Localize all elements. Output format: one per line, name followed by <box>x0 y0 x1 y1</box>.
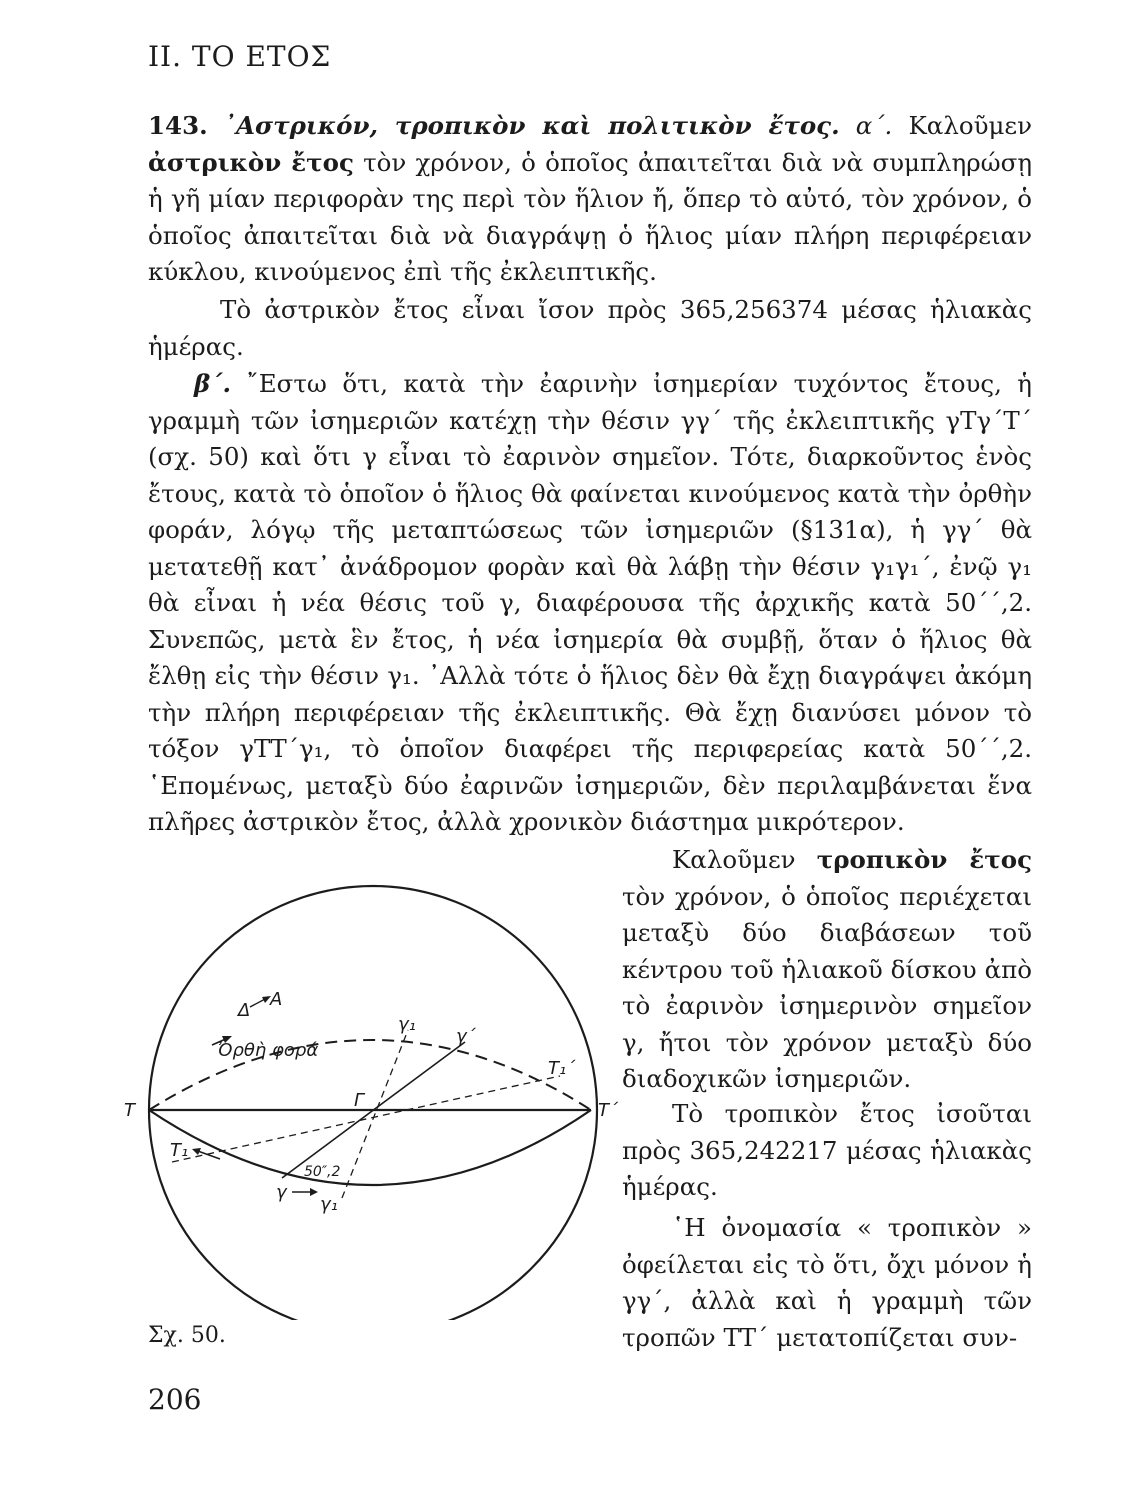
label-alpha: Α <box>270 989 283 1010</box>
label-orthi-fora: Ὀρθὴ φορά <box>218 1040 319 1061</box>
p4-start: Καλοῦμεν <box>672 845 796 874</box>
new-solstice-line <box>172 1076 560 1162</box>
label-gamma1: γ₁ <box>320 1194 338 1215</box>
label-delta: Δ <box>238 1000 251 1021</box>
term-tropical-year: τροπικὸν ἔτος <box>816 845 1032 874</box>
part-a-label: α΄. <box>855 111 893 140</box>
ecliptic-diagram <box>120 880 640 1320</box>
new-equinox-line <box>342 1030 408 1198</box>
label-gamma: γ <box>276 1182 287 1203</box>
paragraph-tropical-length: Τὸ τροπικὸν ἔτος ἰσοῦται πρὸς 365,242217 μέσας ἡλιακὰς ἡμέρας. <box>622 1099 1032 1201</box>
celestial-sphere <box>149 886 597 1320</box>
gamma-shift-arrowhead <box>310 1188 318 1196</box>
section-heading: ᾿Αστρικόν, τροπικὸν καὶ πολιτικὸν ἔτος. <box>223 111 840 140</box>
ecliptic-front-arc <box>149 1110 591 1185</box>
label-center: Γ <box>354 1090 365 1111</box>
paragraph-precession <box>148 366 1032 841</box>
paragraph-tropical-year <box>622 842 1032 1098</box>
section-number: 143. <box>148 111 208 140</box>
p1-rest: τὸν χρόνον, ὁ ὁποῖος ἀπαιτεῖται διὰ νὰ συμπληρώσῃ ἡ γῆ μίαν περιφορὰν της περὶ τὸν ἥλιον ἤ, ὅπερ τὸ αὐτό, τὸν χρόνον, ὁ ὁποῖος ἀπαιτεῖται διὰ νὰ διαγράψῃ ὁ ἥλιος μίαν πλήρη περιφέρειαν κύκλου, κινούμενος ἐπὶ τῆς ἐκλειπτικῆς. <box>148 147 1033 286</box>
term-sidereal-year: ἀστρικὸν ἔτος <box>148 147 354 177</box>
p1-start: Καλοῦμεν <box>908 111 1032 140</box>
paragraph-name-origin: ῾Η ὀνομασία « τροπικὸν » ὀφείλεται εἰς τὸ ὅτι, ὄχι μόνον ἡ γγ΄, ἀλλὰ καὶ ἡ γραμμὴ τῶν τροπῶν ΤΤ΄ μετατοπίζεται συν- <box>622 1213 1032 1352</box>
p4-rest: τὸν χρόνον, ὁ ὁποῖος περιέχεται μεταξὺ δύο διαβάσεων τοῦ κέντρου τοῦ ἡλιακοῦ δίσκου ἀπὸ τὸ ἐαρινὸν ἰσημερινὸν σημεῖον γ, ἤτοι τὸν χρόνον μεταξὺ δύο διαδοχικῶν ἰσημεριῶν. <box>622 881 1032 1093</box>
label-gamma-prime: γ΄ <box>456 1026 476 1047</box>
label-t1-prime: T₁΄ <box>548 1058 576 1079</box>
label-t: T <box>124 1100 135 1121</box>
p3-text: ῎Εστω ὅτι, κατὰ τὴν ἐαρινὴν ἰσημερίαν τυχόντος ἔτους, ἡ γραμμὴ τῶν ἰσημεριῶν κατέχῃ τὴν θέσιν γγ΄ τῆς ἐκλειπτικῆς γΤγ΄Τ΄ (σχ. 50) καὶ ὅτι γ εἶναι τὸ ἐαρινὸν σημεῖον. Τότε, διαρκοῦντος ἑνὸς ἔτους, κατὰ τὸ ὁποῖον ὁ ἥλιος θὰ φαίνεται κινούμενος κατὰ τὴν ὀρθὴν φοράν, λόγῳ τῆς μεταπτώσεως τῶν ἰσημεριῶν (§131α), ἡ γγ΄ θὰ μετατεθῇ κατ᾽ ἀνάδρομον φορὰν καὶ θὰ λάβῃ τὴν θέσιν γ₁γ₁΄, ἐνῷ γ₁ θὰ εἶναι ἡ νέα θέσις τοῦ γ, διαφέρουσα τῆς ἀρχικῆς κατὰ 50΄΄,2. Συνεπῶς, μετὰ ἓν ἔτος, ἡ νέα ἰσημερία θὰ συμβῇ, ὅταν ὁ ἥλιος θὰ ἔλθῃ εἰς τὴν θέσιν γ₁. ᾿Αλλὰ τότε ὁ ἥλιος δὲν θὰ ἔχῃ διαγράψει ἀκόμη τὴν πλήρη περιφέρειαν τῆς ἐκλειπτικῆς. Θὰ ἔχῃ διανύσει μόνον τὸ τόξον γΤΤ΄γ₁, τὸ ὁποῖον διαφέρει τῆς περιφερείας κατὰ 50΄΄,2. ῾Επομένως, μεταξὺ δύο ἐαρινῶν ἰσημεριῶν, δὲν περιλαμβάνεται ἕνα πλῆρες ἀστρικὸν ἔτος, ἀλλὰ χρονικὸν διάστημα μικρότερον. <box>148 369 1032 836</box>
paragraph-sidereal-length: Τὸ ἀστρικὸν ἔτος εἶναι ἴσον πρὸς 365,256374 μέσας ἡλιακὰς ἡμέρας. <box>148 295 1032 361</box>
paragraph-sidereal-year <box>148 108 1032 291</box>
ecliptic-back-arc <box>149 1040 591 1110</box>
label-t1: T₁ <box>170 1140 189 1161</box>
page-number: 206 <box>148 1383 202 1416</box>
part-b-label: β΄. <box>194 369 232 398</box>
figure-caption: Σχ. 50. <box>148 1323 226 1348</box>
label-t-prime: T΄ <box>598 1100 618 1121</box>
chapter-title: ΙΙ. ΤΟ ΕΤΟΣ <box>148 40 332 73</box>
label-gamma1-prime: γ₁ <box>398 1014 416 1035</box>
label-angle: 50″,2 <box>304 1164 341 1180</box>
